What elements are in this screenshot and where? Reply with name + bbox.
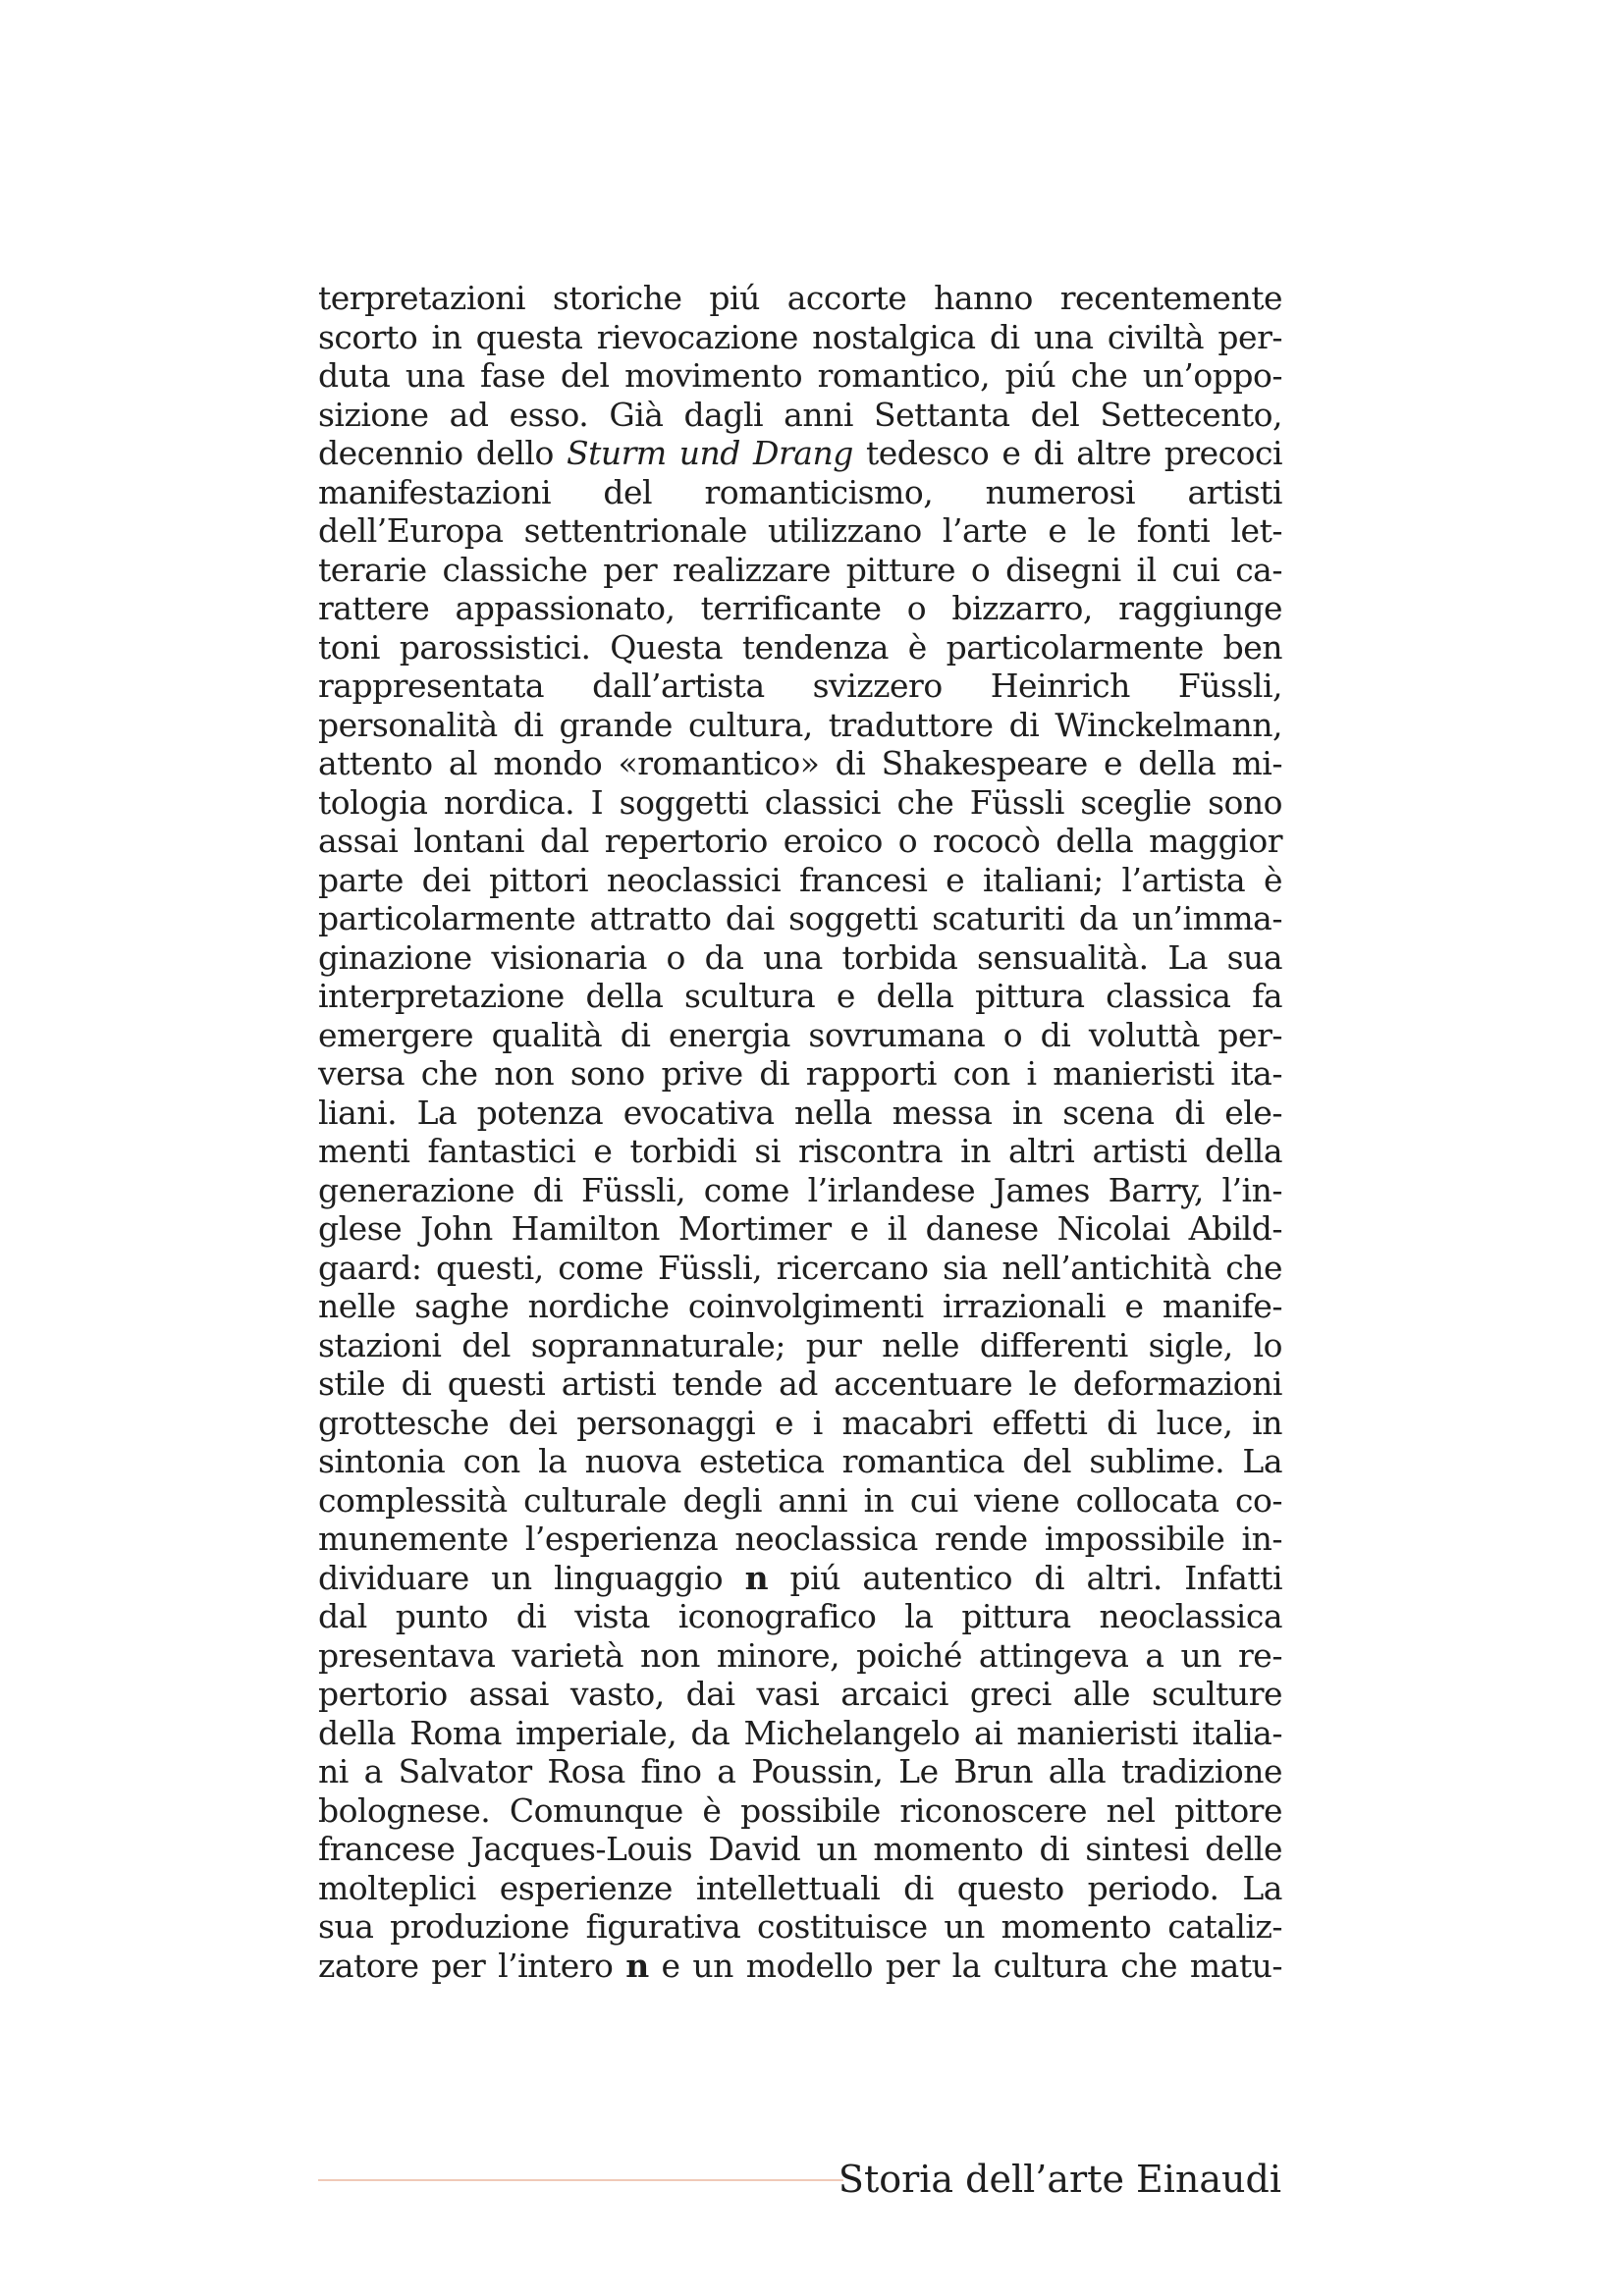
- text-segment: zatore per l’intero: [318, 1946, 626, 1985]
- text-line: [318, 1249, 1282, 1288]
- text-segment: dividuare un linguaggio: [318, 1558, 745, 1597]
- text-line: [318, 396, 1282, 435]
- text-segment: menti fantastici e torbidi si riscontra in altri artisti della: [318, 1132, 1282, 1170]
- text-line: [318, 551, 1282, 590]
- text-line: [318, 1404, 1282, 1443]
- text-italic: Sturm und Drang: [566, 434, 853, 472]
- text-segment: tedesco e di altre precoci: [852, 434, 1283, 472]
- text-line: [318, 1132, 1282, 1171]
- text-line: [318, 318, 1282, 357]
- text-segment: nelle saghe nordiche coinvolgimenti irrazionali e manife-: [318, 1287, 1282, 1325]
- text-line: [318, 938, 1282, 978]
- text-segment: sintonia con la nuova estetica romantica del sublime. La: [318, 1442, 1282, 1480]
- text-line: [318, 977, 1282, 1016]
- text-line: [318, 1209, 1282, 1249]
- text-segment: della Roma imperiale, da Michelangelo ai manieristi italia-: [318, 1713, 1282, 1752]
- text-segment: munemente l’esperienza neoclassica rende impossibile in-: [318, 1520, 1282, 1558]
- text-segment: personalità di grande cultura, traduttore di Winckelmann,: [318, 705, 1282, 744]
- text-line: [318, 1675, 1282, 1714]
- text-segment: grottesche dei personaggi e i macabri effetti di luce, in: [318, 1403, 1282, 1442]
- text-segment: bolognese. Comunque è possibile riconoscere nel pittore: [318, 1790, 1282, 1830]
- text-segment: ginazione visionaria o da una torbida sensualità. La sua: [318, 937, 1282, 977]
- text-line: [318, 473, 1282, 512]
- text-segment: versa che non sono prive di rapporti con i manieristi ita-: [318, 1054, 1282, 1093]
- text-segment: francese Jacques-Louis David un momento di sintesi delle: [318, 1830, 1282, 1868]
- text-segment: attento al mondo «romantico» di Shakespeare e della mi-: [318, 744, 1282, 782]
- text-line: [318, 1287, 1282, 1326]
- text-segment: piú autentico di altri. Infatti: [768, 1558, 1283, 1597]
- text-segment: decennio dello: [318, 434, 567, 472]
- text-segment: manifestazioni del romanticismo, numerosi artisti: [318, 472, 1282, 511]
- text-line: [318, 1752, 1282, 1791]
- text-line: [318, 1907, 1282, 1947]
- text-segment: dal punto di vista iconografico la pittura neoclassica: [318, 1597, 1282, 1635]
- text-segment: stazioni del soprannaturale; pur nelle differenti sigle, lo: [318, 1325, 1282, 1364]
- text-segment: parte dei pittori neoclassici francesi e italiani; l’artista è: [318, 860, 1282, 899]
- text-segment: terpretazioni storiche piú accorte hanno recentemente: [318, 279, 1282, 317]
- text-line: [318, 706, 1282, 745]
- text-line: [318, 1559, 1282, 1598]
- text-segment: e un modello per la cultura che matu-: [648, 1946, 1282, 1985]
- text-line: [318, 1094, 1282, 1133]
- text-line: [318, 356, 1282, 396]
- text-bold: n: [625, 1946, 649, 1985]
- text-segment: dell’Europa settentrionale utilizzano l’arte e le fonti let-: [318, 511, 1282, 550]
- text-segment: particolarmente attratto dai soggetti scaturiti da un’imma-: [318, 899, 1282, 937]
- text-segment: glese John Hamilton Mortimer e il danese Nicolai Abild-: [318, 1209, 1282, 1248]
- text-segment: interpretazione della scultura e della pittura classica fa: [318, 977, 1282, 1015]
- text-segment: complessità culturale degli anni in cui viene collocata co-: [318, 1480, 1282, 1520]
- text-segment: presentava varietà non minore, poiché attingeva a un re-: [318, 1635, 1282, 1675]
- text-line: [318, 511, 1282, 551]
- text-segment: sua produzione figurativa costituisce un momento cataliz-: [318, 1907, 1282, 1946]
- text-segment: liani. La potenza evocativa nella messa in scena di ele-: [318, 1093, 1282, 1132]
- text-line: [318, 822, 1282, 861]
- text-segment: stile di questi artisti tende ad accentuare le deformazioni: [318, 1364, 1282, 1403]
- text-segment: pertorio assai vasto, dai vasi arcaici greci alle sculture: [318, 1675, 1282, 1713]
- body-text: [318, 279, 1282, 1985]
- footer-rule: [318, 2179, 843, 2181]
- text-segment: tologia nordica. I soggetti classici che Füssli sceglie sono: [318, 782, 1282, 822]
- text-line: [318, 589, 1282, 628]
- text-segment: gaard: questi, come Füssli, ricercano sia nell’antichità che: [318, 1248, 1282, 1287]
- text-segment: toni parossistici. Questa tendenza è particolarmente ben: [318, 627, 1282, 667]
- text-segment: terarie classiche per realizzare pitture o disegni il cui ca-: [318, 550, 1282, 589]
- text-line: [318, 1869, 1282, 1908]
- text-line: [318, 667, 1282, 706]
- text-line: [318, 1520, 1282, 1559]
- text-line: [318, 434, 1282, 473]
- text-line: [318, 1481, 1282, 1521]
- text-segment: assai lontani dal repertorio eroico o rococò della maggior: [318, 822, 1282, 860]
- text-segment: emergere qualità di energia sovrumana o di voluttà per-: [318, 1015, 1282, 1054]
- footer-title: Storia dell’arte Einaudi: [838, 2158, 1281, 2201]
- text-line: [318, 1442, 1282, 1481]
- text-line: [318, 1791, 1282, 1831]
- text-line: [318, 1636, 1282, 1676]
- text-line: [318, 899, 1282, 938]
- text-segment: generazione di Füssli, come l’irlandese James Barry, l’in-: [318, 1170, 1282, 1209]
- text-line: [318, 783, 1282, 823]
- text-line: [318, 1016, 1282, 1055]
- text-line: [318, 628, 1282, 667]
- text-line: [318, 1326, 1282, 1365]
- text-line: [318, 861, 1282, 900]
- text-line: [318, 279, 1282, 318]
- text-line: [318, 1830, 1282, 1869]
- text-segment: duta una fase del movimento romantico, piú che un’oppo-: [318, 356, 1282, 395]
- text-segment: rattere appassionato, terrificante o bizzarro, raggiunge: [318, 589, 1282, 627]
- text-line: [318, 1364, 1282, 1404]
- text-line: [318, 1714, 1282, 1753]
- text-segment: molteplici esperienze intellettuali di questo periodo. La: [318, 1868, 1282, 1907]
- text-segment: scorto in questa rievocazione nostalgica di una civiltà per-: [318, 317, 1282, 356]
- text-line: [318, 1947, 1282, 1986]
- text-segment: sizione ad esso. Già dagli anni Settanta del Settecento,: [318, 395, 1282, 434]
- text-line: [318, 1171, 1282, 1210]
- text-segment: rappresentata dall’artista svizzero Heinrich Füssli,: [318, 667, 1282, 705]
- text-line: [318, 1054, 1282, 1094]
- text-line: [318, 744, 1282, 783]
- text-bold: n: [744, 1558, 769, 1597]
- text-line: [318, 1597, 1282, 1636]
- text-segment: ni a Salvator Rosa fino a Poussin, Le Brun alla tradizione: [318, 1752, 1282, 1790]
